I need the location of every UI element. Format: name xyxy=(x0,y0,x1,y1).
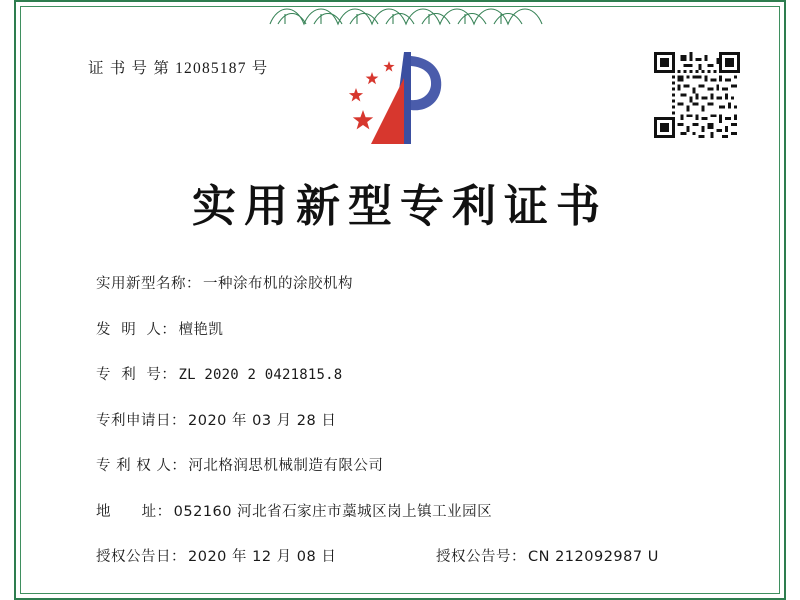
field-value-patent-number: ZL 2020 2 0421815.8 xyxy=(178,367,343,383)
field-row xyxy=(96,363,740,384)
page-title: 实用新型专利证书 xyxy=(192,181,608,232)
certificate-fields xyxy=(96,272,740,591)
field-value-invention-name: 一种涂布机的涂胶机构 xyxy=(203,276,353,292)
field-row xyxy=(96,272,740,293)
field-row xyxy=(96,500,740,521)
qr-code-icon xyxy=(654,52,740,138)
field-label-patentee: 专 利 权 人： xyxy=(96,458,187,474)
field-value-grant-publication-number: CN 212092987 U xyxy=(528,549,659,565)
field-row xyxy=(96,454,740,475)
cnipa-patent-emblem-icon xyxy=(325,48,475,152)
field-label-grant-publication-number: 授权公告号： xyxy=(436,549,526,565)
top-ornament-decoration xyxy=(20,0,780,26)
field-label-inventor: 发 明 人： xyxy=(96,321,177,338)
grant-publication-number-group xyxy=(436,545,740,566)
field-value-application-date: 2020 年 03 月 28 日 xyxy=(188,412,337,429)
field-row xyxy=(96,409,740,430)
field-value-patentee: 河北格润思机械制造有限公司 xyxy=(188,458,384,474)
grant-date-group xyxy=(96,545,436,566)
field-label-invention-name: 实用新型名称： xyxy=(96,276,201,292)
field-label-address: 地 址： xyxy=(96,503,172,520)
field-value-grant-date: 2020 年 12 月 08 日 xyxy=(188,549,337,565)
field-row-footer xyxy=(96,545,740,566)
field-value-inventor: 檀艳凯 xyxy=(178,321,224,338)
field-label-grant-date: 授权公告日： xyxy=(96,549,186,565)
field-row xyxy=(96,318,740,339)
field-value-address: 052160 河北省石家庄市藁城区岗上镇工业园区 xyxy=(173,503,493,520)
field-label-application-date: 专利申请日： xyxy=(96,412,186,429)
field-label-patent-number: 专 利 号： xyxy=(96,367,177,383)
certificate-number: 证 书 号 第 12085187 号 xyxy=(88,60,269,77)
